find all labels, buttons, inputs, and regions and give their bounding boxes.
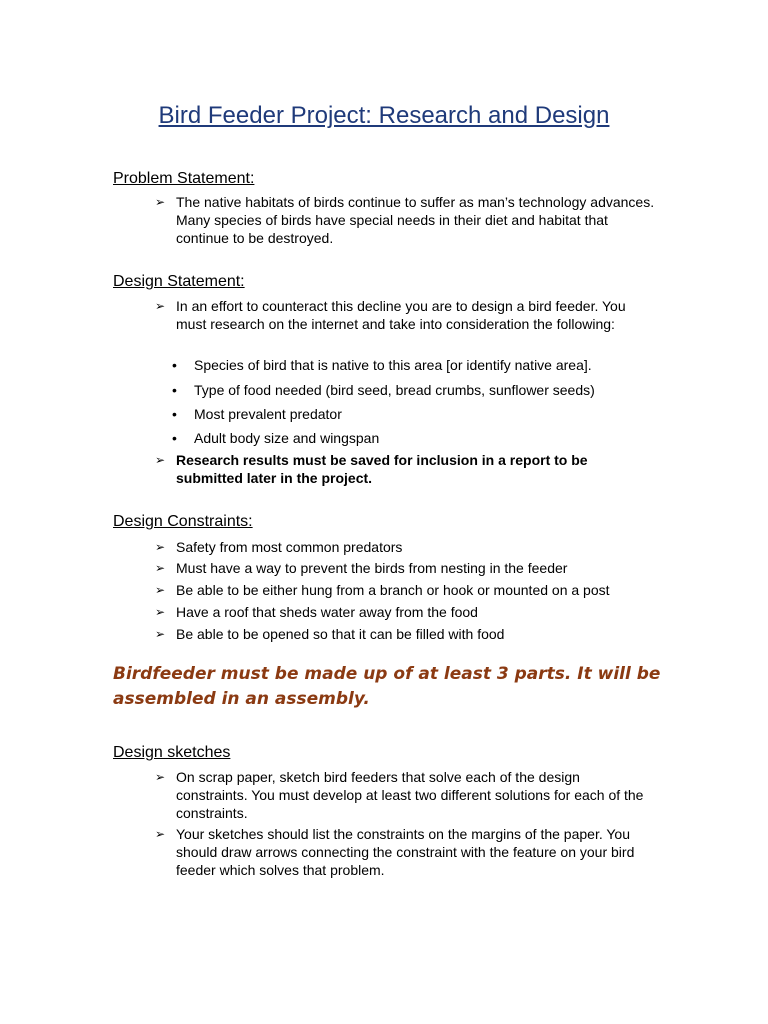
dot-bullet-icon: • bbox=[172, 430, 177, 446]
arrow-bullet-icon: ➢ bbox=[155, 453, 166, 467]
list-item bbox=[155, 625, 655, 643]
design-statement-heading: Design Statement: bbox=[113, 273, 245, 290]
research-bullet-size: Adult body size and wingspan bbox=[194, 430, 380, 446]
list-item bbox=[155, 768, 655, 822]
arrow-bullet-icon: ➢ bbox=[155, 299, 166, 313]
constraint-text: Must have a way to prevent the birds from nesting in the feeder bbox=[176, 560, 568, 576]
arrow-bullet-icon: ➢ bbox=[155, 583, 166, 597]
sketch-instruction: On scrap paper, sketch bird feeders that solve each of the design constraints. You must develop at least two different solutions for each of the constraints. bbox=[176, 769, 644, 821]
research-bullet-predator: Most prevalent predator bbox=[194, 406, 342, 422]
list-item bbox=[155, 581, 655, 599]
arrow-bullet-icon: ➢ bbox=[155, 195, 166, 209]
list-item bbox=[155, 297, 655, 333]
research-bullet-food: Type of food needed (bird seed, bread crumbs, sunflower seeds) bbox=[194, 382, 595, 398]
assembly-callout: Birdfeeder must be made up of at least 3 parts. It will be assembled in an assembly. bbox=[113, 664, 661, 709]
arrow-bullet-icon: ➢ bbox=[155, 770, 166, 784]
list-item bbox=[155, 193, 655, 247]
list-item bbox=[155, 451, 655, 487]
problem-statement-heading: Problem Statement: bbox=[113, 170, 255, 187]
dot-bullet-icon: • bbox=[172, 406, 177, 422]
arrow-bullet-icon: ➢ bbox=[155, 561, 166, 575]
list-item bbox=[155, 825, 655, 879]
list-item bbox=[172, 356, 652, 374]
list-item bbox=[172, 381, 652, 399]
research-bullet-species: Species of bird that is native to this area [or identify native area]. bbox=[194, 357, 592, 373]
problem-text: The native habitats of birds continue to suffer as man’s technology advances. Many species of birds have special needs in their diet and habitat that continue to be destroyed. bbox=[176, 194, 655, 246]
dot-bullet-icon: • bbox=[172, 357, 177, 373]
research-note: Research results must be saved for inclusion in a report to be submitted later in the project. bbox=[176, 452, 588, 486]
constraint-text: Be able to be opened so that it can be filled with food bbox=[176, 626, 505, 642]
arrow-bullet-icon: ➢ bbox=[155, 627, 166, 641]
list-item bbox=[155, 538, 655, 556]
list-item bbox=[172, 405, 652, 423]
page-title: Bird Feeder Project: Research and Design bbox=[158, 102, 610, 129]
list-item bbox=[155, 559, 655, 577]
constraint-text: Safety from most common predators bbox=[176, 539, 403, 555]
design-statement-intro: In an effort to counteract this decline you are to design a bird feeder. You must research on the internet and take into consideration the following: bbox=[176, 298, 626, 332]
arrow-bullet-icon: ➢ bbox=[155, 827, 166, 841]
list-item bbox=[172, 429, 652, 447]
design-constraints-heading: Design Constraints: bbox=[113, 513, 253, 530]
constraint-text: Be able to be either hung from a branch or hook or mounted on a post bbox=[176, 582, 610, 598]
constraint-text: Have a roof that sheds water away from the food bbox=[176, 604, 478, 620]
design-sketches-heading: Design sketches bbox=[113, 744, 231, 761]
list-item bbox=[155, 603, 655, 621]
arrow-bullet-icon: ➢ bbox=[155, 605, 166, 619]
arrow-bullet-icon: ➢ bbox=[155, 540, 166, 554]
dot-bullet-icon: • bbox=[172, 382, 177, 398]
sketch-instruction: Your sketches should list the constraints on the margins of the paper. You should draw arrows connecting the constraint with the feature on your bird feeder which solves that problem. bbox=[176, 826, 635, 878]
